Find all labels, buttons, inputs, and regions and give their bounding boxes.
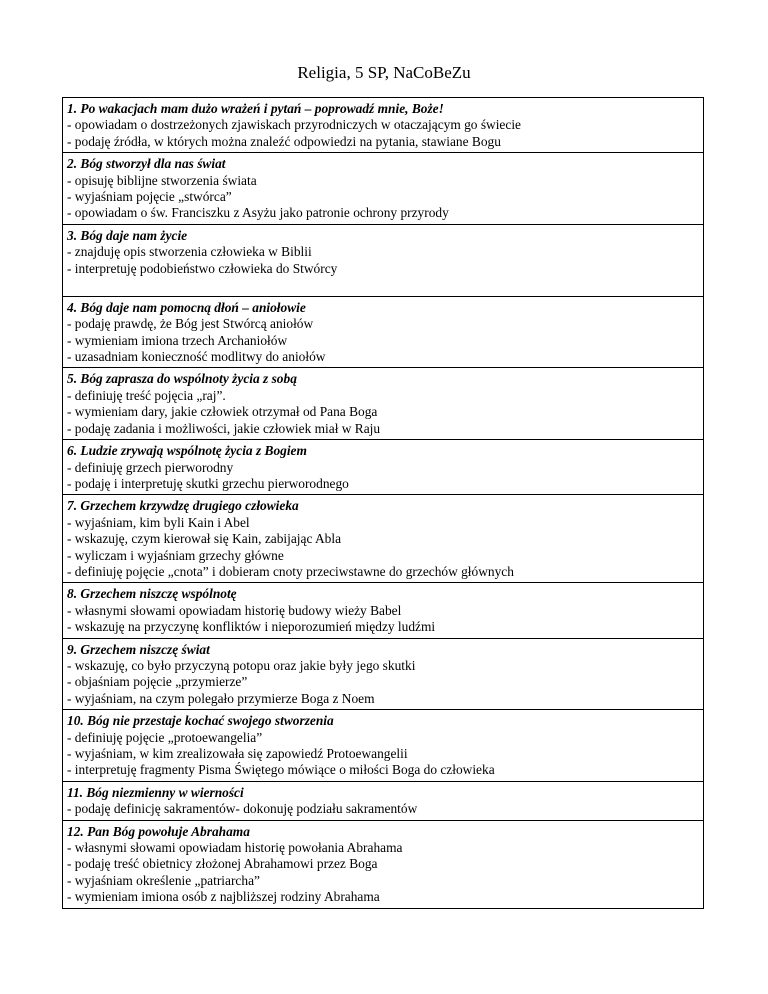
unit-point: - podaję definicję sakramentów- dokonuję podziału sakramentów bbox=[67, 801, 418, 817]
unit-point: - interpretuję podobieństwo człowieka do Stwórcy bbox=[67, 260, 338, 276]
unit-point: - definiuję pojęcie „cnota” i dobieram cnoty przeciwstawne do grzechów głównych bbox=[67, 563, 514, 579]
unit-point: - wskazuję, czym kierował się Kain, zabijając Abla bbox=[67, 531, 342, 547]
unit-row-9 bbox=[62, 639, 704, 711]
unit-title: 8. Grzechem niszczę wspólnotę bbox=[67, 586, 237, 602]
unit-point: - wymieniam imiona trzech Archaniołów bbox=[67, 332, 288, 348]
unit-point: - podaję prawdę, że Bóg jest Stwórcą aniołów bbox=[67, 316, 314, 332]
unit-row-10 bbox=[62, 710, 704, 782]
unit-row-8 bbox=[62, 583, 704, 638]
document-title: Religia, 5 SP, NaCoBeZu bbox=[297, 63, 471, 82]
unit-point: - opisuję biblijne stworzenia świata bbox=[67, 172, 257, 188]
unit-row-4 bbox=[62, 297, 704, 369]
unit-row-11 bbox=[62, 782, 704, 821]
unit-point: - wskazuję na przyczynę konfliktów i nieporozumień między ludźmi bbox=[67, 619, 436, 635]
unit-title: 12. Pan Bóg powołuje Abrahama bbox=[67, 823, 250, 839]
unit-row-1 bbox=[62, 98, 704, 153]
unit-point: - wymieniam dary, jakie człowiek otrzymał od Pana Boga bbox=[67, 404, 378, 420]
unit-title: 7. Grzechem krzywdzę drugiego człowieka bbox=[67, 498, 299, 514]
unit-title: 5. Bóg zaprasza do wspólnoty życia z sobą bbox=[67, 371, 297, 387]
unit-point: - wyjaśniam, kim byli Kain i Abel bbox=[67, 514, 250, 530]
unit-point: - podaję i interpretuję skutki grzechu pierworodnego bbox=[67, 475, 349, 491]
unit-point: - wskazuję, co było przyczyną potopu oraz jakie były jego skutki bbox=[67, 657, 416, 673]
unit-point: - opowiadam o dostrzeżonych zjawiskach przyrodniczych w otaczającym go świecie bbox=[67, 117, 521, 133]
unit-point: - wyjaśniam określenie „patriarcha” bbox=[67, 872, 260, 888]
unit-point: - wyjaśniam, w kim zrealizowała się zapowiedź Protoewangelii bbox=[67, 746, 408, 761]
unit-row-3 bbox=[62, 225, 704, 297]
unit-point: - własnymi słowami opowiadam historię budowy wieży Babel bbox=[67, 602, 402, 618]
unit-row-5 bbox=[62, 368, 704, 440]
unit-row-2 bbox=[62, 153, 704, 225]
unit-title: 4. Bóg daje nam pomocną dłoń – aniołowie bbox=[67, 299, 306, 315]
unit-point: - podaję zadania i możliwości, jakie człowiek miał w Raju bbox=[67, 420, 381, 436]
unit-title: 6. Ludzie zrywają wspólnotę życia z Bogiem bbox=[67, 443, 307, 459]
unit-point: - uzasadniam konieczność modlitwy do aniołów bbox=[67, 349, 326, 365]
unit-point: - definiuję treść pojęcia „raj”. bbox=[67, 387, 226, 403]
unit-point: - wyjaśniam, na czym polegało przymierze Boga z Noem bbox=[67, 690, 375, 706]
unit-row-6 bbox=[62, 440, 704, 495]
unit-title: 11. Bóg niezmienny w wierności bbox=[67, 784, 244, 800]
unit-point: - własnymi słowami opowiadam historię powołania Abrahama bbox=[67, 840, 403, 856]
unit-row-7 bbox=[62, 495, 704, 583]
unit-title: 10. Bóg nie przestaje kochać swojego stworzenia bbox=[67, 713, 334, 729]
unit-title: 9. Grzechem niszczę świat bbox=[67, 641, 210, 657]
unit-title: 3. Bóg daje nam życie bbox=[67, 227, 188, 243]
unit-row-12 bbox=[62, 821, 704, 909]
unit-title: 1. Po wakacjach mam dużo wrażeń i pytań – poprowadź mnie, Boże! bbox=[67, 101, 444, 116]
unit-point: - opowiadam o św. Franciszku z Asyżu jako patronie ochrony przyrody bbox=[67, 205, 449, 221]
units-table bbox=[62, 97, 704, 909]
unit-point: - podaję treść obietnicy złożonej Abrahamowi przez Boga bbox=[67, 856, 378, 872]
unit-point: - wyliczam i wyjaśniam grzechy główne bbox=[67, 547, 284, 563]
unit-point: - wyjaśniam pojęcie „stwórca” bbox=[67, 189, 232, 205]
unit-point: - podaję źródła, w których można znaleźć odpowiedzi na pytania, stawiane Bogu bbox=[67, 133, 501, 149]
unit-point: - interpretuję fragmenty Pisma Świętego mówiące o miłości Boga do człowieka bbox=[67, 762, 495, 778]
unit-point: - definiuję pojęcie „protoewangelia” bbox=[67, 729, 263, 745]
unit-point: - definiuję grzech pierworodny bbox=[67, 459, 234, 475]
unit-point: - objaśniam pojęcie „przymierze” bbox=[67, 674, 248, 690]
unit-point: - znajduję opis stworzenia człowieka w Biblii bbox=[67, 244, 312, 260]
unit-point: - wymieniam imiona osób z najbliższej rodziny Abrahama bbox=[67, 889, 380, 905]
unit-title: 2. Bóg stworzył dla nas świat bbox=[67, 156, 226, 172]
